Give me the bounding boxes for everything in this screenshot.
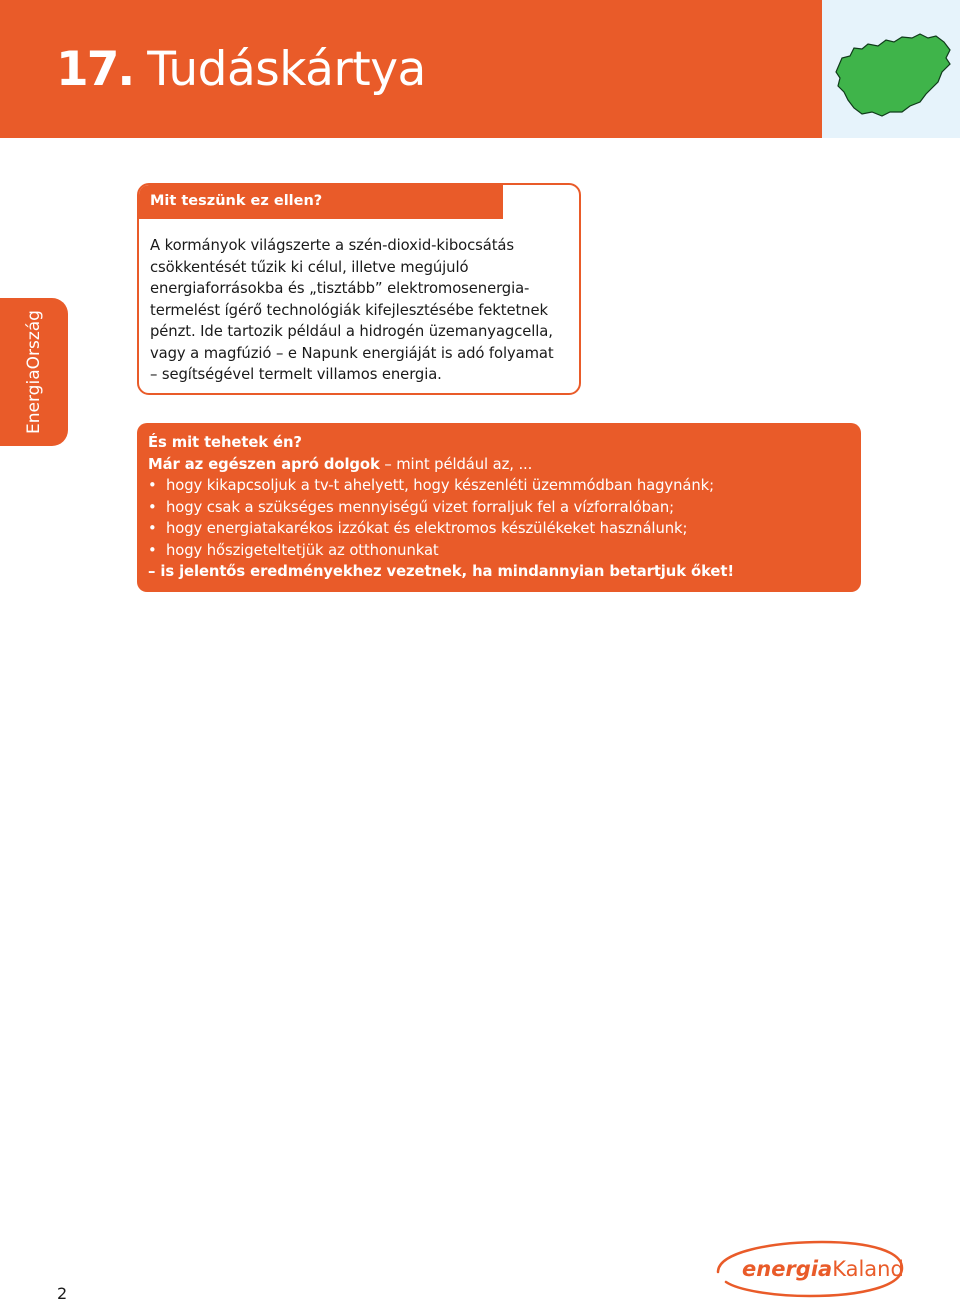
action-box-conclusion: – is jelentős eredményekhez vezetnek, ha mindannyian betartjuk őket! [148,563,734,580]
info-box-header [139,185,503,219]
action-box-title: És mit tehetek én? [148,434,302,451]
action-box-content [148,432,734,583]
logo-word-kaland: Kaland [832,1257,904,1281]
card-title: Tudáskártya [147,42,426,97]
intro-rest: – mint például az, ... [379,455,533,473]
text-line: energiaforrásokba és „tisztább” elektromosenergia- [150,280,530,297]
list-item [148,475,734,497]
side-tab-label: EnergiaOrszág [24,310,44,434]
page-number: 2 [57,1284,68,1303]
logo-text [742,1257,904,1281]
list-item [148,518,734,540]
bullet-icon: • [148,541,157,559]
energiakaland-logo [712,1238,908,1298]
text-line: pénzt. Ide tartozik például a hidrogén üzemanyagcella, [150,323,553,340]
info-box-title: Mit teszünk ez ellen? [150,193,323,209]
list-item-text: hogy hőszigeteltetjük az otthonunkat [166,541,439,559]
action-box [137,423,861,592]
intro-bold: Már az egészen apró dolgok [148,455,380,473]
hungary-map-icon [828,28,956,118]
list-item-text: hogy csak a szükséges mennyiségű vizet forraljuk fel a vízforralóban; [166,498,675,516]
card-number: 17. [56,42,134,97]
map-panel [822,0,960,138]
page-title [56,40,426,100]
list-item-text: hogy kikapcsoljuk a tv-t ahelyett, hogy készenléti üzemmódban hagynánk; [166,477,714,494]
side-tab [0,298,68,446]
info-box-text [150,235,570,386]
bullet-icon: • [148,520,157,537]
action-box-intro [148,454,734,476]
list-item [148,540,734,562]
text-line: vagy a magfúzió – e Napunk energiáját is adó folyamat [150,344,554,362]
text-line: A kormányok világszerte a szén-dioxid-kibocsátás [150,237,514,254]
text-line: termelést ígérő technológiák kifejlesztésébe fektetnek [150,301,548,319]
list-item [148,497,734,519]
text-line: csökkentését tűzik ki célul, illetve megújuló [150,258,469,276]
text-line: – segítségével termelt villamos energia. [150,366,442,383]
list-item-text: hogy energiatakarékos izzókat és elektromos készülékeket használunk; [166,520,688,537]
bullet-icon: • [148,477,157,494]
bullet-icon: • [148,498,157,516]
page-header [0,0,822,138]
info-box-what-we-do [137,183,581,395]
logo-word-energia: energia [742,1257,833,1281]
